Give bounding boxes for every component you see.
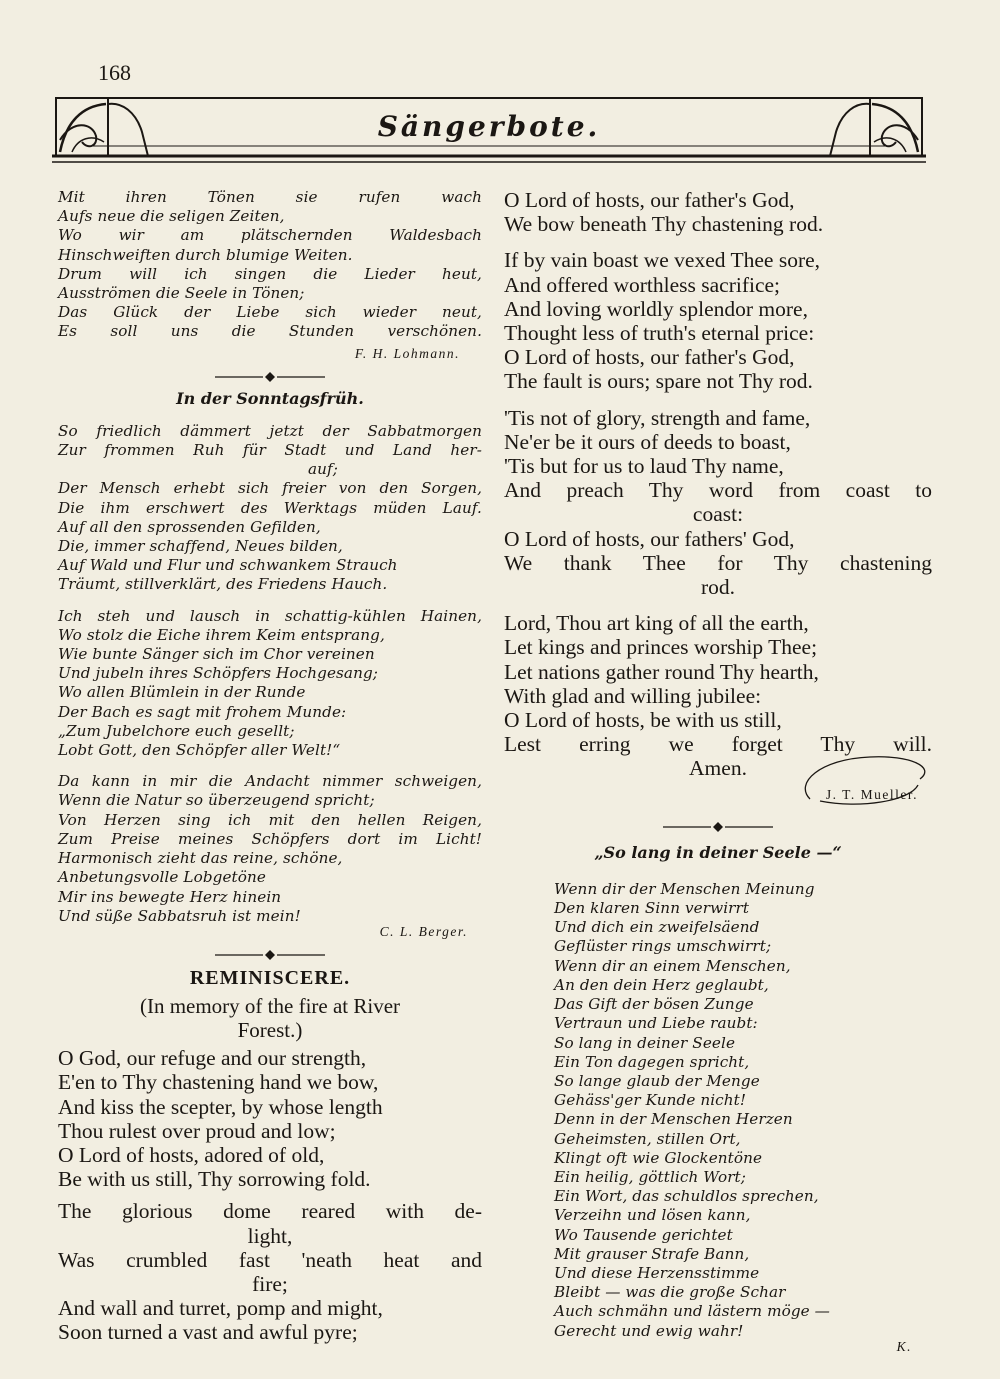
verse-line: Und diese Herzensstimme <box>554 1263 760 1282</box>
verse-line: Wenn dir an einem Menschen, <box>554 956 791 975</box>
verse-line: Vertraun und Liebe raubt: <box>554 1014 758 1033</box>
poem-so-lang <box>504 880 932 1356</box>
verse-line: Der Bach es sagt mit frohem Munde: <box>58 702 347 721</box>
verse-line: And wall and turret, pomp and might, <box>58 1296 383 1321</box>
verse-line: 'Tis not of glory, strength and fame, <box>504 405 811 430</box>
verse-line: light, <box>247 1223 293 1248</box>
poem-reminiscere <box>58 1046 482 1344</box>
verse-line: Wo wir am plätschernden Waldesbach <box>58 226 482 245</box>
verse-line: Da kann in mir die Andacht nimmer schweigen, <box>58 772 482 791</box>
verse-line: auf; <box>308 460 338 479</box>
verse-line: Amen. <box>689 756 747 781</box>
poem-title: In der Sonntagsfrüh. <box>176 388 364 408</box>
verse-line: Wenn dir der Menschen Meinung <box>554 879 815 898</box>
page-number: 168 <box>98 60 131 85</box>
verse-line: Wie bunte Sänger sich im Chor vereinen <box>58 645 375 664</box>
verse-line: Verzeihn und lösen kann, <box>554 1206 751 1225</box>
verse-line: Mir ins bewegte Herz hinein <box>58 887 282 906</box>
verse-line: O Lord of hosts, our father's God, <box>504 345 795 370</box>
verse-line: Let nations gather round Thy hearth, <box>504 659 819 684</box>
verse-line: O God, our refuge and our strength, <box>58 1046 367 1071</box>
verse-line: If by vain boast we vexed Thee sore, <box>504 248 821 273</box>
verse-line: coast: <box>692 502 744 527</box>
verse-line: Und süße Sabbatsruh ist mein! <box>58 906 301 925</box>
diamond-separator-icon <box>215 371 325 383</box>
verse-line: O Lord of hosts, our father's God, <box>504 188 795 212</box>
verse-line: Träumt, stillverklärt, des Friedens Hauch. <box>58 575 388 594</box>
verse-line: Der Mensch erhebt sich freier von den Sorgen, <box>58 479 482 498</box>
verse-line: Aufs neue die seligen Zeiten, <box>58 207 285 226</box>
poem-reminiscere-continued <box>504 188 932 807</box>
verse-line: Drum will ich singen die Lieder heut, <box>58 264 482 283</box>
verse-line: Geheimsten, stillen Ort, <box>554 1129 741 1148</box>
verse-line: With glad and willing jubilee: <box>504 683 762 708</box>
verse-line: Auf all den sprossenden Gefilden, <box>58 517 321 536</box>
poem-berger <box>58 422 482 941</box>
poem-lohmann <box>58 188 482 363</box>
verse-line: Let kings and princes worship Thee; <box>504 635 818 660</box>
verse-line: E'en to Thy chastening hand we bow, <box>58 1070 379 1095</box>
verse-line: Wo stolz die Eiche ihrem Keim entsprang, <box>58 625 385 644</box>
verse-line: Lobt Gott, den Schöpfer aller Welt!“ <box>58 741 341 760</box>
verse-line: Ein Ton dagegen spricht, <box>554 1052 750 1071</box>
verse-line: O Lord of hosts, our fathers' God, <box>504 526 795 551</box>
verse-line: Soon turned a vast and awful pyre; <box>58 1320 358 1345</box>
verse-line: Anbetungsvolle Lobgetöne <box>58 868 266 887</box>
verse-line: Von Herzen sing ich mit den hellen Reigen, <box>58 810 482 829</box>
verse-line: „Zum Jubelchore euch gesellt; <box>58 721 295 740</box>
subtitle-line: (In memory of the fire at River <box>139 994 401 1019</box>
verse-line: Die, immer schaffend, Neues bilden, <box>58 537 343 556</box>
diamond-separator-icon <box>215 949 325 961</box>
verse-line: Zur frommen Ruh für Stadt und Land her- <box>58 441 482 460</box>
verse-line: We thank Thee for Thy chastening <box>504 550 932 575</box>
verse-line: Mit grauser Strafe Bann, <box>554 1244 750 1263</box>
verse-line: And offered worthless sacrifice; <box>504 272 781 297</box>
poem-title: REMINISCERE. <box>189 967 351 990</box>
page-header <box>52 92 926 164</box>
verse-line: Thought less of truth's eternal price: <box>504 321 815 346</box>
verse-line: Ich steh und lausch in schattig-kühlen Hainen, <box>58 606 482 625</box>
verse-line: O Lord of hosts, adored of old, <box>58 1142 325 1167</box>
verse-line: The fault is ours; spare not Thy rod. <box>504 369 813 394</box>
verse-line: Wo allen Blümlein in der Runde <box>58 683 306 702</box>
verse-line: fire; <box>252 1271 288 1296</box>
verse-line: Und jubeln ihres Schöpfers Hochgesang; <box>58 664 379 683</box>
verse-line: Ein Wort, das schuldlos sprechen, <box>554 1187 819 1206</box>
verse-line: Ne'er be it ours of deeds to boast, <box>504 429 791 454</box>
verse-line: Die ihm erschwert des Werktags müden Lauf. <box>58 498 482 517</box>
masthead-title: Sängerbote. <box>377 110 601 143</box>
verse-line: Den klaren Sinn verwirrt <box>554 899 750 918</box>
verse-line: So lange glaub der Menge <box>554 1071 760 1090</box>
verse-line: Auch schmähn und lästern möge — <box>554 1302 830 1321</box>
author-signature: F. H. Lohmann. <box>354 345 460 361</box>
verse-line: Thou rulest over proud and low; <box>58 1118 336 1143</box>
verse-line: Gerecht und ewig wahr! <box>554 1321 744 1340</box>
verse-line: So friedlich dämmert jetzt der Sabbatmorgen <box>58 421 482 440</box>
verse-line: Zum Preise meines Schöpfers dort im Licht! <box>58 829 482 848</box>
verse-line: And preach Thy word from coast to <box>504 478 932 503</box>
verse-line: Ein heilig, göttlich Wort; <box>554 1167 746 1186</box>
verse-line: Was crumbled fast 'neath heat and <box>58 1247 482 1272</box>
verse-line: Harmonisch zieht das reine, schöne, <box>58 849 343 868</box>
verse-line: Be with us still, Thy sorrowing fold. <box>58 1167 371 1192</box>
verse-line: Das Gift der bösen Zunge <box>554 995 754 1014</box>
verse-line: Wo Tausende gerichtet <box>554 1225 733 1244</box>
verse-line: Wenn die Natur so überzeugend spricht; <box>58 791 375 810</box>
verse-line: Und dich ein zweifelsäend <box>554 918 760 937</box>
right-column <box>504 188 932 1356</box>
verse-line: Lord, Thou art king of all the earth, <box>504 611 809 636</box>
verse-line: Ausströmen die Seele in Tönen; <box>58 284 305 303</box>
verse-line: Bleibt — was die große Schar <box>554 1283 786 1302</box>
verse-line: Gehäss'ger Kunde nicht! <box>554 1091 747 1110</box>
verse-line: Mit ihren Tönen sie rufen wach <box>58 188 482 206</box>
author-signature: C. L. Berger. <box>379 923 468 939</box>
left-column <box>58 188 482 1345</box>
author-signature <box>504 783 932 807</box>
verse-line: So lang in deiner Seele <box>554 1033 736 1052</box>
verse-line: Das Glück der Liebe sich wieder neut, <box>58 303 482 322</box>
verse-line: Geflüster rings umschwirrt; <box>554 937 772 956</box>
subtitle-line: Forest.) <box>237 1018 303 1043</box>
verse-line: Denn in der Menschen Herzen <box>554 1110 793 1129</box>
verse-line: And loving worldly splendor more, <box>504 296 808 321</box>
verse-line: Es soll uns die Stunden verschönen. <box>58 322 482 341</box>
verse-line: And kiss the scepter, by whose length <box>58 1094 383 1119</box>
verse-line: 'Tis but for us to laud Thy name, <box>504 454 784 479</box>
author-signature: K. <box>896 1338 912 1354</box>
verse-line: Lest erring we forget Thy will. <box>504 732 932 757</box>
verse-line: The glorious dome reared with de- <box>58 1199 482 1224</box>
verse-line: rod. <box>700 575 736 600</box>
poem-subtitle <box>58 994 482 1042</box>
verse-line: Klingt oft wie Glockentöne <box>554 1148 763 1167</box>
verse-line: An den dein Herz geglaubt, <box>554 975 769 994</box>
verse-line: Auf Wald und Flur und schwankem Strauch <box>58 556 398 575</box>
diamond-separator-icon <box>663 821 773 833</box>
verse-line: We bow beneath Thy chastening rod. <box>504 212 824 237</box>
author-name: J. T. Mueller. <box>825 786 918 802</box>
verse-line: Hinschweiften durch blumige Weiten. <box>58 245 353 264</box>
verse-line: O Lord of hosts, be with us still, <box>504 708 782 733</box>
poem-title: „So lang in deiner Seele —“ <box>594 842 842 862</box>
